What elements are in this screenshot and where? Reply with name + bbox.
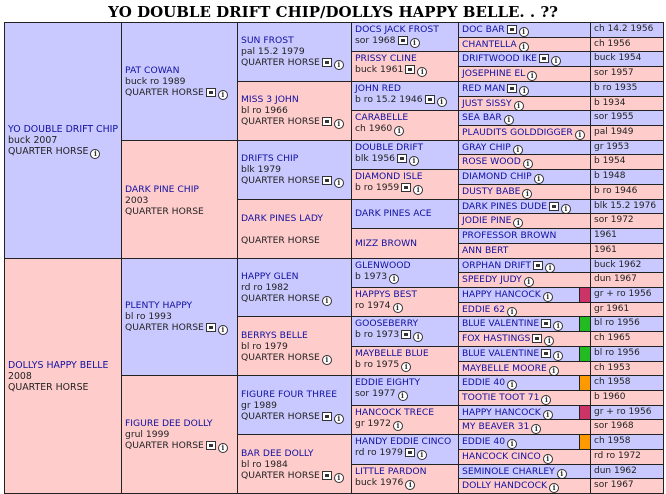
camera-icon[interactable] — [541, 349, 551, 358]
horse-name-link[interactable]: DOC BAR — [462, 24, 505, 35]
horse-detail: QUARTER HORSE i — [241, 116, 348, 129]
horse-detail: buck 1961 i — [355, 64, 455, 77]
horse-detail: ro 1974 i — [355, 300, 455, 313]
info-icon[interactable]: i — [218, 443, 228, 453]
horse-detail: b 1934 — [590, 96, 664, 112]
horse-name-link[interactable]: PLAUDITS GOLDDIGGER — [462, 127, 573, 139]
info-icon[interactable]: i — [437, 97, 447, 107]
camera-icon[interactable] — [206, 323, 216, 332]
ancestor-cell — [351, 464, 459, 494]
ancestor-cell — [458, 140, 591, 156]
ancestor-cell — [458, 96, 591, 112]
info-icon[interactable]: i — [507, 380, 517, 390]
horse-name-link[interactable]: DOUBLE DRIFT — [355, 141, 424, 153]
info-icon[interactable]: i — [334, 119, 344, 129]
ancestor-cell — [458, 37, 591, 53]
info-icon[interactable]: i — [334, 60, 344, 70]
ancestor-cell — [458, 66, 591, 82]
info-icon[interactable]: i — [389, 274, 399, 284]
horse-detail: dun 1967 — [590, 272, 664, 288]
info-icon[interactable]: i — [218, 90, 228, 100]
ancestor-cell — [458, 302, 591, 318]
camera-icon[interactable] — [397, 154, 407, 163]
ancestor-cell — [237, 22, 352, 82]
horse-name-link[interactable]: DOLLYS HAPPY BELLE — [8, 360, 109, 372]
horse-detail: buck 2007 — [8, 134, 58, 146]
ancestor-cell — [458, 125, 591, 141]
horse-name-link[interactable]: MAYBELLE MOORE — [462, 362, 547, 374]
ancestor-cell — [351, 405, 459, 435]
horse-name-link[interactable]: HANDY EDDIE CINCO — [355, 436, 452, 448]
info-icon[interactable]: i — [557, 469, 567, 479]
horse-detail: QUARTER HORSE i — [241, 57, 348, 70]
info-icon[interactable]: i — [401, 362, 411, 372]
camera-icon[interactable] — [405, 448, 415, 457]
info-icon[interactable]: i — [393, 303, 403, 313]
info-icon[interactable]: i — [334, 473, 344, 483]
ancestor-cell — [237, 375, 352, 435]
horse-detail: bl ro 1956 — [590, 316, 664, 332]
horse-name-link[interactable]: GLENWOOD — [355, 259, 411, 271]
horse-name-link[interactable]: RED MAN — [462, 82, 506, 94]
horse-name-link[interactable]: DOLLY HANDCOCK — [462, 480, 548, 492]
horse-detail: b ro 1959 i — [355, 182, 455, 195]
camera-icon[interactable] — [322, 117, 332, 126]
horse-name-link[interactable]: JODIE PINE — [462, 215, 512, 227]
horse-name-link[interactable]: JOHN RED — [355, 82, 401, 94]
info-icon[interactable]: i — [417, 450, 427, 460]
horse-name-link[interactable]: BLUE VALENTINE — [462, 318, 540, 330]
horse-detail: QUARTER HORSE i — [8, 146, 118, 159]
ancestor-cell — [458, 346, 580, 362]
ancestor-cell — [351, 140, 459, 170]
horse-detail: 1961 — [590, 228, 664, 244]
horse-name-link[interactable]: PROFESSOR BROWN — [462, 230, 557, 242]
horse-detail: gr 1989 — [241, 399, 277, 411]
info-icon[interactable]: i — [553, 351, 563, 361]
ancestor-cell — [121, 140, 238, 259]
horse-name-link[interactable]: PLENTY HAPPY — [125, 300, 193, 312]
horse-detail: QUARTER HORSE i — [241, 411, 348, 424]
ancestor-cell — [458, 243, 591, 259]
ancestor-cell — [351, 199, 459, 229]
horse-detail: ch 1958 — [590, 375, 664, 391]
camera-icon[interactable] — [322, 176, 332, 185]
ancestor-cell — [351, 228, 459, 258]
horse-name-link[interactable]: HAPPY GLEN — [241, 270, 299, 282]
horse-name-link[interactable]: ORPHAN DRIFT — [462, 259, 532, 271]
ancestor-cell — [351, 81, 459, 111]
horse-name-link[interactable]: MIZZ BROWN — [355, 237, 418, 249]
horse-name-link[interactable]: LITTLE PARDON — [355, 465, 427, 477]
ancestor-cell — [237, 81, 352, 141]
ancestor-cell — [351, 316, 459, 346]
camera-icon[interactable] — [322, 58, 332, 67]
info-icon[interactable]: i — [519, 27, 529, 37]
info-icon[interactable]: i — [543, 410, 553, 420]
horse-detail: QUARTER HORSE — [241, 235, 320, 247]
horse-detail: bl ro 1979 — [241, 340, 288, 352]
ancestor-cell — [458, 361, 591, 377]
info-icon[interactable]: i — [322, 296, 332, 306]
horse-detail: blk 1956 i — [355, 153, 455, 166]
horse-name-link[interactable]: JOSEPHINE EL — [462, 68, 526, 80]
horse-name-link[interactable]: DIAMOND ISLE — [355, 171, 423, 183]
ancestor-cell — [458, 449, 591, 465]
info-icon[interactable]: i — [543, 292, 553, 302]
info-icon[interactable]: i — [507, 439, 517, 449]
horse-detail: b ro 1946 — [590, 184, 664, 200]
horse-name-link[interactable]: ANN BERT — [462, 244, 509, 256]
ancestor-cell — [458, 51, 591, 67]
horse-name-link[interactable]: DOCS JACK FROST — [355, 24, 439, 35]
ancestor-cell — [121, 22, 238, 141]
ancestor-cell — [458, 331, 591, 347]
horse-name-link[interactable]: EDDIE 40 — [462, 436, 506, 448]
ancestor-cell — [458, 110, 591, 126]
horse-detail: ch 1958 — [590, 434, 664, 450]
camera-icon[interactable] — [425, 95, 435, 104]
horse-name-link[interactable]: DARK PINE CHIP — [125, 183, 199, 195]
horse-name-link[interactable]: FIGURE FOUR THREE — [241, 388, 338, 400]
horse-detail: QUARTER HORSE i — [241, 352, 348, 365]
ancestor-cell — [458, 154, 591, 170]
ancestor-cell — [458, 419, 591, 435]
horse-detail: QUARTER HORSE i — [241, 470, 348, 483]
horse-detail: b ro 1935 — [590, 81, 664, 97]
info-icon[interactable]: i — [334, 178, 344, 188]
horse-detail: blk 15.2 1976 — [590, 199, 664, 215]
ancestor-cell — [458, 169, 591, 185]
ancestor-cell — [237, 140, 352, 200]
horse-detail: buck 1962 — [590, 258, 664, 274]
info-icon[interactable]: i — [527, 71, 537, 81]
horse-detail: ch 14.2 1956 — [590, 22, 664, 38]
horse-detail: ch 1965 — [590, 331, 664, 347]
horse-name-link[interactable]: EDDIE EIGHTY — [355, 377, 421, 389]
ancestor-cell — [458, 199, 591, 215]
horse-detail: sor 1972 — [590, 213, 664, 229]
horse-detail: sor 1955 — [590, 110, 664, 126]
ancestor-cell — [237, 258, 352, 318]
horse-name-link[interactable]: BAR DEE DOLLY — [241, 447, 314, 459]
info-icon[interactable]: i — [90, 149, 100, 159]
ancestor-cell — [458, 375, 580, 391]
info-icon[interactable]: i — [413, 185, 423, 195]
info-icon[interactable]: i — [393, 421, 403, 431]
ancestor-cell — [351, 375, 459, 405]
horse-detail: bl ro 1993 — [125, 311, 172, 323]
ancestor-cell — [351, 258, 459, 288]
info-icon[interactable]: i — [549, 483, 559, 493]
info-icon[interactable]: i — [561, 204, 571, 214]
ancestor-cell — [458, 184, 591, 200]
info-icon[interactable]: i — [218, 325, 228, 335]
horse-detail: sor 1977 i — [355, 388, 455, 401]
info-icon[interactable]: i — [405, 480, 415, 490]
horse-detail: 2003 — [125, 194, 149, 206]
ancestor-cell — [351, 434, 459, 464]
camera-icon[interactable] — [539, 54, 549, 63]
horse-name-link[interactable]: HAPPY HANCOCK — [462, 406, 541, 418]
horse-detail: b 1960 — [590, 390, 664, 406]
camera-icon[interactable] — [532, 334, 542, 343]
horse-name-link[interactable]: FOX HASTINGS — [462, 333, 531, 345]
ancestor-cell — [458, 390, 591, 406]
horse-detail: ch 1953 — [590, 361, 664, 377]
horse-detail: QUARTER HORSE i — [125, 440, 234, 453]
horse-name-link[interactable]: ROSE WOOD — [462, 156, 521, 168]
info-icon[interactable]: i — [417, 67, 427, 77]
info-icon[interactable]: i — [514, 101, 524, 111]
ancestor-cell — [351, 22, 459, 52]
horse-detail: gr 1953 — [590, 140, 664, 156]
info-icon[interactable]: i — [394, 126, 404, 136]
horse-detail: b 1948 — [590, 169, 664, 185]
horse-name-link[interactable]: DARK PINES DUDE — [462, 200, 547, 212]
horse-name-link[interactable]: DRIFTWOOD IKE — [462, 53, 537, 65]
info-icon[interactable]: i — [513, 145, 523, 155]
ancestor-cell — [351, 169, 459, 199]
camera-icon[interactable] — [507, 25, 517, 34]
horse-name-link[interactable]: DARK PINES ACE — [355, 208, 432, 220]
horse-detail: gr + ro 1956 — [590, 405, 664, 421]
horse-detail: b ro 15.2 1946 i — [355, 94, 455, 107]
camera-icon[interactable] — [401, 183, 411, 192]
camera-icon[interactable] — [398, 36, 408, 45]
horse-name-link[interactable]: EDDIE 40 — [462, 377, 506, 389]
info-icon[interactable]: i — [531, 424, 541, 434]
horse-name-link[interactable]: DARK PINES LADY — [241, 213, 324, 225]
horse-name-link[interactable]: YO DOUBLE DRIFT CHIP — [8, 123, 119, 135]
info-icon[interactable]: i — [410, 38, 420, 48]
ancestor-cell — [121, 258, 238, 377]
horse-detail: sor 1968 — [590, 419, 664, 435]
ancestor-cell — [458, 228, 591, 244]
horse-detail: gr 1972 i — [355, 418, 455, 431]
info-icon[interactable]: i — [398, 391, 408, 401]
horse-name-link[interactable]: FIGURE DEE DOLLY — [125, 418, 213, 430]
info-icon[interactable]: i — [553, 321, 563, 331]
camera-icon[interactable] — [405, 65, 415, 74]
horse-detail: bl ro 1966 — [241, 105, 288, 117]
horse-name-link[interactable]: BLUE VALENTINE — [462, 347, 540, 359]
info-icon[interactable]: i — [549, 366, 559, 376]
horse-detail: rd ro 1972 — [590, 449, 664, 465]
info-icon[interactable]: i — [575, 130, 585, 140]
horse-name-link[interactable]: PAT COWAN — [125, 64, 180, 76]
horse-detail: pal 1949 — [590, 125, 664, 141]
ancestor-cell — [351, 287, 459, 317]
horse-detail: b ro 1973 i — [355, 329, 455, 342]
horse-detail: dun 1962 — [590, 464, 664, 480]
horse-detail: ch 1956 — [590, 37, 664, 53]
horse-name-link[interactable]: PRISSY CLINE — [355, 53, 417, 65]
info-icon[interactable]: i — [504, 115, 514, 125]
info-icon[interactable]: i — [413, 332, 423, 342]
ancestor-cell — [4, 22, 122, 259]
horse-name-link[interactable]: HANCOCK CINCO — [462, 450, 541, 462]
horse-name-link[interactable]: MISS 3 JOHN — [241, 94, 299, 106]
ancestor-cell — [458, 272, 591, 288]
horse-detail: 2008 — [8, 371, 32, 383]
horse-name-link[interactable]: BERRYS BELLE — [241, 329, 308, 341]
info-icon[interactable]: i — [322, 355, 332, 365]
horse-detail: buck 1954 — [590, 51, 664, 67]
camera-icon[interactable] — [533, 261, 543, 270]
horse-name-link[interactable]: CHANTELLA — [462, 38, 517, 50]
camera-icon[interactable] — [322, 471, 332, 480]
horse-detail: rd ro 1979 i — [355, 447, 455, 460]
horse-name-link[interactable]: MAYBELLE BLUE — [355, 347, 429, 359]
horse-detail: b ro 1975 i — [355, 359, 455, 372]
horse-name-link[interactable]: SPEEDY JUDY — [462, 274, 522, 286]
info-icon[interactable]: i — [543, 454, 553, 464]
horse-detail: bl ro 1984 — [241, 458, 288, 470]
horse-detail: bl ro 1956 — [590, 346, 664, 362]
horse-name-link[interactable]: GOOSEBERRY — [355, 318, 419, 330]
ancestor-cell — [351, 51, 459, 81]
ancestor-cell — [351, 110, 459, 140]
horse-name-link[interactable]: EDDIE 62 — [462, 303, 506, 315]
camera-icon[interactable] — [541, 319, 551, 328]
horse-name-link[interactable]: GRAY CHIP — [462, 141, 511, 153]
horse-detail: b 1973 i — [355, 271, 455, 284]
horse-detail: QUARTER HORSE i — [241, 293, 348, 306]
info-icon[interactable]: i — [519, 42, 529, 52]
horse-detail: rd ro 1982 — [241, 281, 289, 293]
camera-icon[interactable] — [507, 84, 517, 93]
ancestor-cell — [458, 81, 591, 97]
ancestor-cell — [4, 258, 122, 494]
info-icon[interactable]: i — [519, 86, 529, 96]
ancestor-cell — [458, 464, 591, 480]
horse-detail: grul 1999 — [125, 429, 170, 441]
camera-icon[interactable] — [401, 330, 411, 339]
ancestor-cell — [458, 213, 591, 229]
horse-name-link[interactable]: DUSTY BABE — [462, 185, 521, 197]
horse-name-link[interactable]: HAPPY HANCOCK — [462, 288, 541, 300]
info-icon[interactable]: i — [522, 189, 532, 199]
horse-name-link[interactable]: DIAMOND CHIP — [462, 171, 532, 183]
camera-icon[interactable] — [206, 88, 216, 97]
horse-detail: QUARTER HORSE — [125, 205, 204, 217]
info-icon[interactable]: i — [409, 156, 419, 166]
ancestor-cell — [121, 375, 238, 494]
camera-icon[interactable] — [206, 441, 216, 450]
horse-name-link[interactable]: CARABELLE — [355, 112, 409, 124]
info-icon[interactable]: i — [513, 218, 523, 228]
ancestor-cell — [458, 22, 591, 38]
ancestor-cell — [458, 478, 591, 494]
ancestor-cell — [458, 316, 580, 332]
horse-name-link[interactable]: DRIFTS CHIP — [241, 153, 299, 165]
horse-detail: buck 1976 i — [355, 477, 455, 490]
info-icon[interactable]: i — [507, 307, 517, 317]
info-icon[interactable]: i — [545, 263, 555, 273]
horse-detail: QUARTER HORSE i — [241, 175, 348, 188]
horse-detail: b 1954 — [590, 154, 664, 170]
horse-detail: gr + ro 1956 — [590, 287, 664, 303]
horse-name-link[interactable]: JUST SISSY — [462, 97, 512, 109]
ancestor-cell — [237, 434, 352, 494]
info-icon[interactable]: i — [541, 395, 551, 405]
info-icon[interactable]: i — [523, 159, 533, 169]
ancestor-cell — [237, 316, 352, 376]
horse-detail: sor 1967 — [590, 478, 664, 494]
horse-detail: sor 1968 i — [355, 35, 455, 48]
horse-detail: pal 15.2 1979 — [241, 46, 305, 58]
horse-detail: gr 1961 — [590, 302, 664, 318]
horse-name-link[interactable]: HANCOCK TRECE — [355, 406, 435, 418]
ancestor-cell — [351, 346, 459, 376]
horse-detail: blk 1979 — [241, 164, 282, 176]
ancestor-cell — [458, 405, 580, 421]
horse-name-link[interactable]: SUN FROST — [241, 35, 294, 47]
page-title: YO DOUBLE DRIFT CHIP/DOLLYS HAPPY BELLE. . ?? — [108, 3, 558, 21]
horse-name-link[interactable]: SEA BAR — [462, 112, 502, 124]
horse-detail: sor 1957 — [590, 66, 664, 82]
horse-name-link[interactable]: HAPPYS BEST — [355, 288, 417, 300]
info-icon[interactable]: i — [524, 277, 534, 287]
ancestor-cell — [458, 258, 591, 274]
camera-icon[interactable] — [549, 202, 559, 211]
info-icon[interactable]: i — [544, 336, 554, 346]
horse-detail: QUARTER HORSE i — [125, 87, 234, 100]
horse-detail: QUARTER HORSE i — [125, 322, 234, 335]
ancestor-cell — [237, 199, 352, 259]
info-icon[interactable]: i — [534, 174, 544, 184]
horse-detail: buck ro 1989 — [125, 75, 186, 87]
horse-name-link[interactable]: TOOTIE TOOT 71 — [462, 391, 540, 403]
ancestor-cell — [458, 434, 580, 450]
ancestor-cell — [458, 287, 580, 303]
info-icon[interactable]: i — [334, 414, 344, 424]
horse-detail: 1961 — [590, 243, 664, 259]
info-icon[interactable]: i — [551, 56, 561, 66]
horse-name-link[interactable]: MY BEAVER 31 — [462, 421, 530, 433]
horse-detail: QUARTER HORSE — [8, 382, 89, 394]
horse-detail — [241, 224, 348, 235]
horse-name-link[interactable]: SEMINOLE CHARLEY — [462, 465, 555, 477]
camera-icon[interactable] — [322, 412, 332, 421]
horse-detail: ch 1960 i — [355, 123, 455, 136]
